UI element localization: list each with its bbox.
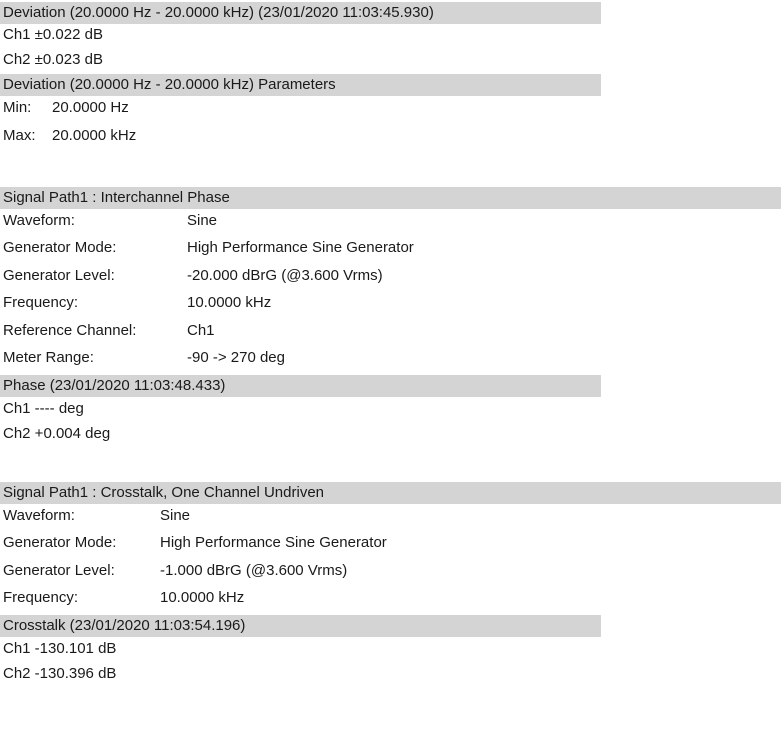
crosstalk-param-row [0, 532, 781, 554]
phase-param-value: High Performance Sine Generator [187, 239, 414, 256]
crosstalk-param-row [0, 505, 781, 527]
phase-param-value: 10.0000 kHz [187, 294, 272, 311]
phase-param-row [0, 265, 781, 287]
phase-param-row [0, 347, 781, 369]
crosstalk-section-header: Signal Path1 : Crosstalk, One Channel Undriven [0, 482, 781, 504]
deviation-min-row [0, 97, 781, 119]
phase-param-label: Meter Range: [3, 349, 94, 366]
crosstalk-param-value: High Performance Sine Generator [160, 534, 387, 551]
phase-param-row [0, 292, 781, 314]
phase-result-header: Phase (23/01/2020 11:03:48.433) [0, 375, 601, 397]
phase-param-value: Sine [187, 212, 218, 229]
deviation-min-label: Min: [3, 99, 32, 116]
phase-param-label: Waveform: [3, 212, 75, 229]
phase-param-row [0, 320, 781, 342]
crosstalk-param-value: Sine [160, 507, 191, 524]
phase-ch2-value: Ch2 +0.004 deg [3, 425, 111, 442]
phase-param-label: Generator Mode: [3, 239, 117, 256]
phase-param-label: Generator Level: [3, 267, 115, 284]
crosstalk-ch2-value: Ch2 -130.396 dB [3, 665, 117, 682]
crosstalk-param-row [0, 560, 781, 582]
crosstalk-param-label: Generator Level: [3, 562, 115, 579]
phase-param-value: Ch1 [187, 322, 215, 339]
deviation-ch1-value: Ch1 ±0.022 dB [3, 26, 103, 43]
deviation-max-label: Max: [3, 127, 36, 144]
crosstalk-param-label: Frequency: [3, 589, 79, 606]
deviation-max-row [0, 125, 781, 147]
crosstalk-param-label: Waveform: [3, 507, 75, 524]
crosstalk-ch1-value: Ch1 -130.101 dB [3, 640, 117, 657]
phase-param-label: Frequency: [3, 294, 79, 311]
crosstalk-param-row [0, 587, 781, 609]
deviation-max-value: 20.0000 kHz [52, 127, 137, 144]
deviation-header: Deviation (20.0000 Hz - 20.0000 kHz) (23/01/2020 11:03:45.930) [0, 2, 601, 24]
deviation-params-header: Deviation (20.0000 Hz - 20.0000 kHz) Parameters [0, 74, 601, 96]
crosstalk-param-value: 10.0000 kHz [160, 589, 245, 606]
phase-param-value: -20.000 dBrG (@3.600 Vrms) [187, 267, 383, 284]
deviation-min-value: 20.0000 Hz [52, 99, 129, 116]
phase-ch1-value: Ch1 ---- deg [3, 400, 84, 417]
phase-param-label: Reference Channel: [3, 322, 137, 339]
phase-param-value: -90 -> 270 deg [187, 349, 285, 366]
phase-param-row [0, 237, 781, 259]
phase-param-row [0, 210, 781, 232]
phase-section-header: Signal Path1 : Interchannel Phase [0, 187, 781, 209]
crosstalk-result-header: Crosstalk (23/01/2020 11:03:54.196) [0, 615, 601, 637]
crosstalk-param-label: Generator Mode: [3, 534, 117, 551]
deviation-ch2-value: Ch2 ±0.023 dB [3, 51, 103, 68]
crosstalk-param-value: -1.000 dBrG (@3.600 Vrms) [160, 562, 348, 579]
